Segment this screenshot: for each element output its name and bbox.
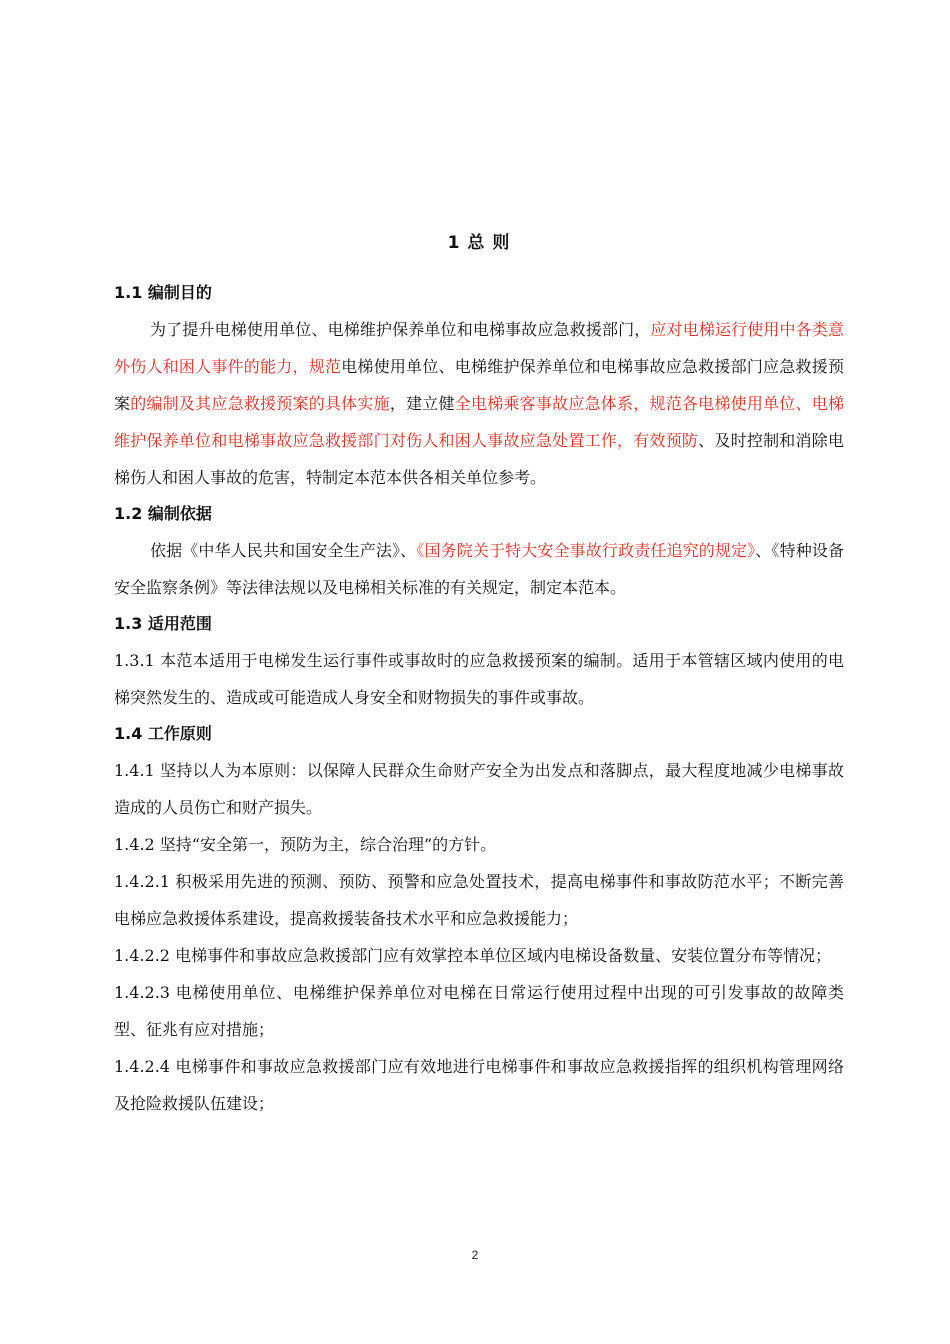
paragraph-basis <box>114 532 844 606</box>
highlighted-text-run: ， <box>292 357 309 376</box>
principle-item: 1.4.2 坚持“安全第一，预防为主，综合治理”的方针。 <box>114 835 497 854</box>
paragraph-scope: 1.3.1 本范本适用于电梯发生运行事件或事故时的应急救援预案的编制。适用于本管辖区域内使用的电梯突然发生的、造成或可能造成人身安全和财物损失的事件或事故。 <box>114 651 844 707</box>
principle-item: 1.4.2.2 电梯事件和事故应急救援部门应有效掌控本单位区域内电梯设备数量、安装位置分布等情况； <box>114 946 832 965</box>
highlighted-text-run: 《国务院关于特大安全事故行政责任追究的规定》 <box>416 541 756 560</box>
highlighted-text-run: 的编制及其应急救援预案的具体实施 <box>130 394 390 413</box>
section-heading-1-1: 1.1 编制目的 <box>114 283 212 302</box>
text-run: 依据《中华人民共和国安全生产法》、 <box>150 541 417 560</box>
section-heading-1-3: 1.3 适用范围 <box>114 614 212 633</box>
text-run: 为了提升电梯使用单位、电梯维护保养单位和电梯事故应急救援部门， <box>150 320 651 339</box>
highlighted-text-run: 规范 <box>308 357 342 376</box>
text-run: 、《特种设备安全监察条例》等法律法规以及电梯相关标准的有关规定，制定本范本。 <box>114 541 844 597</box>
principle-item: 1.4.2.1 积极采用先进的预测、预防、预警和应急处置技术，提高电梯事件和事故防范水平；不断完善电梯应急救援体系建设，提高救援装备技术水平和应急救援能力； <box>114 872 844 928</box>
text-run: 电梯使用单位、电梯维护保养单位和电梯事故应急救援部门应急救援预案 <box>114 357 844 413</box>
highlighted-text-run: 全电梯乘客事故应急体系，规范各电梯使用单位、电梯维护保养单位和电梯事故应急救援部门对伤人和困人事故应急处置工作，有效预防 <box>114 394 844 450</box>
text-run: ，建立健 <box>389 394 455 413</box>
paragraph-purpose <box>114 311 844 496</box>
section-heading-1-4: 1.4 工作原则 <box>114 724 212 743</box>
text-run: 、及时控制和消除电梯伤人和困人事故的危害，特制定本范本供各相关单位参考。 <box>114 431 844 487</box>
page-number: 2 <box>471 1248 479 1262</box>
document-body <box>114 226 844 1122</box>
highlighted-text-run: 应对电梯运行使用中各类意外伤人和困人事件的能力 <box>114 320 844 376</box>
principle-item: 1.4.1 坚持以人为本原则：以保障人民群众生命财产安全为出发点和落脚点，最大程度地减少电梯事故造成的人员伤亡和财产损失。 <box>114 761 844 817</box>
principle-item: 1.4.2.3 电梯使用单位、电梯维护保养单位对电梯在日常运行使用过程中出现的可引发事故的故障类型、征兆有应对措施； <box>114 983 844 1039</box>
chapter-title: 1 总 则 <box>447 233 511 253</box>
principle-item: 1.4.2.4 电梯事件和事故应急救援部门应有效地进行电梯事件和事故应急救援指挥的组织机构管理网络及抢险救援队伍建设； <box>114 1057 844 1113</box>
section-heading-1-2: 1.2 编制依据 <box>114 504 212 523</box>
